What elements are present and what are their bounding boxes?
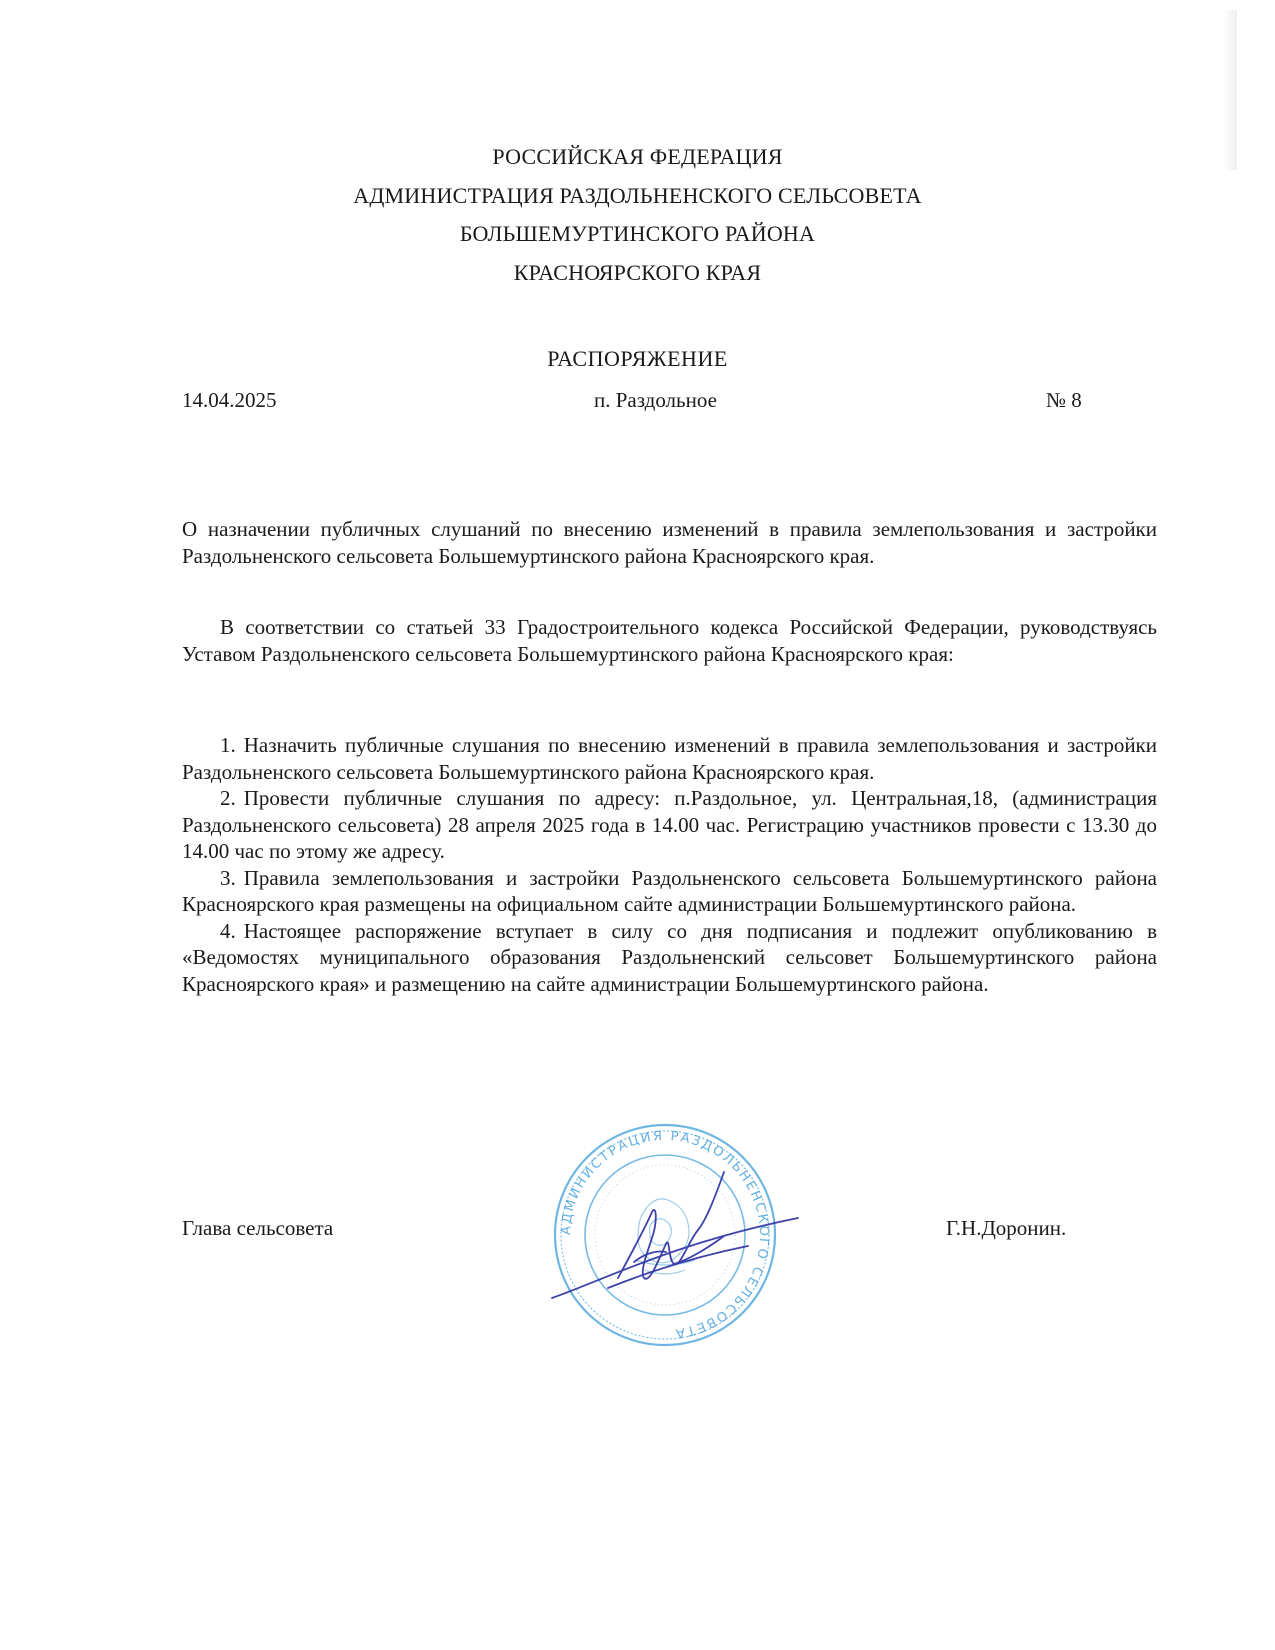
order-item-text: Настоящее распоряжение вступает в силу со дня подписания и подлежит опубликованию в «Ведомостях муниципального образования Раздольненский сельсовет Большемуртинского района Красноярского края» и размещению на сайте администрации Большемуртинского района. bbox=[182, 918, 1157, 996]
order-item-2 bbox=[182, 785, 1157, 865]
header-line-administration: АДМИНИСТРАЦИЯ РАЗДОЛЬНЕНСКОГО СЕЛЬСОВЕТА bbox=[353, 182, 922, 208]
header-line-district: БОЛЬШЕМУРТИНСКОГО РАЙОНА bbox=[459, 221, 816, 246]
document-preamble: В соответствии со статьей 33 Градостроительного кодекса Российской Федерации, руководствуясь Уставом Раздольненского сельсовета Большемуртинского района Красноярского края: bbox=[182, 615, 1157, 666]
document-subject: О назначении публичных слушаний по внесению изменений в правила землепользования и застройки Раздольненского сельсовета Большемуртинского района Красноярского края. bbox=[182, 517, 1157, 568]
order-item-number: 4. bbox=[220, 918, 236, 943]
order-item-text: Провести публичные слушания по адресу: п.Раздольное, ул. Центральная,18, (администрация Раздольненского сельсовета) 28 апреля 2025 года в 14.00 час. Регистрацию участников провести с 13.30 до 14.00 час по этому же адресу. bbox=[182, 786, 1157, 863]
signatory-name: Г.Н.Доронин. bbox=[946, 1216, 1067, 1240]
document-number: № 8 bbox=[1046, 388, 1082, 412]
order-item-4 bbox=[182, 918, 1157, 998]
order-items bbox=[182, 732, 1157, 997]
header-line-country: РОССИЙСКАЯ ФЕДЕРАЦИЯ bbox=[492, 144, 783, 169]
order-item-text: Назначить публичные слушания по внесению изменений в правила землепользования и застройки Раздольненского сельсовета Большемуртинского района Красноярского края. bbox=[182, 733, 1157, 784]
document-place: п. Раздольное bbox=[594, 388, 717, 412]
document-date: 14.04.2025 bbox=[182, 388, 277, 412]
handwritten-signature bbox=[548, 1160, 808, 1320]
document-header bbox=[0, 138, 1275, 292]
order-item-text: Правила землепользования и застройки Раздольненского сельсовета Большемуртинского района Красноярского края размещены на официальном сайте администрации Большемуртинского района. bbox=[182, 865, 1157, 916]
order-item-number: 2. bbox=[220, 786, 236, 810]
order-item-number: 3. bbox=[220, 865, 236, 890]
seal-outer-text: АДМИНИСТРАЦИЯ РАЗДОЛЬНЕНСКОГО СЕЛЬСОВЕТА bbox=[558, 1128, 772, 1341]
header-line-region: КРАСНОЯРСКОГО КРАЯ bbox=[513, 259, 762, 285]
signatory-title: Глава сельсовета bbox=[182, 1216, 334, 1240]
order-item-number: 1. bbox=[220, 733, 236, 757]
document-type: РАСПОРЯЖЕНИЕ bbox=[547, 346, 728, 371]
order-item-1 bbox=[182, 732, 1157, 785]
order-item-3 bbox=[182, 865, 1157, 918]
